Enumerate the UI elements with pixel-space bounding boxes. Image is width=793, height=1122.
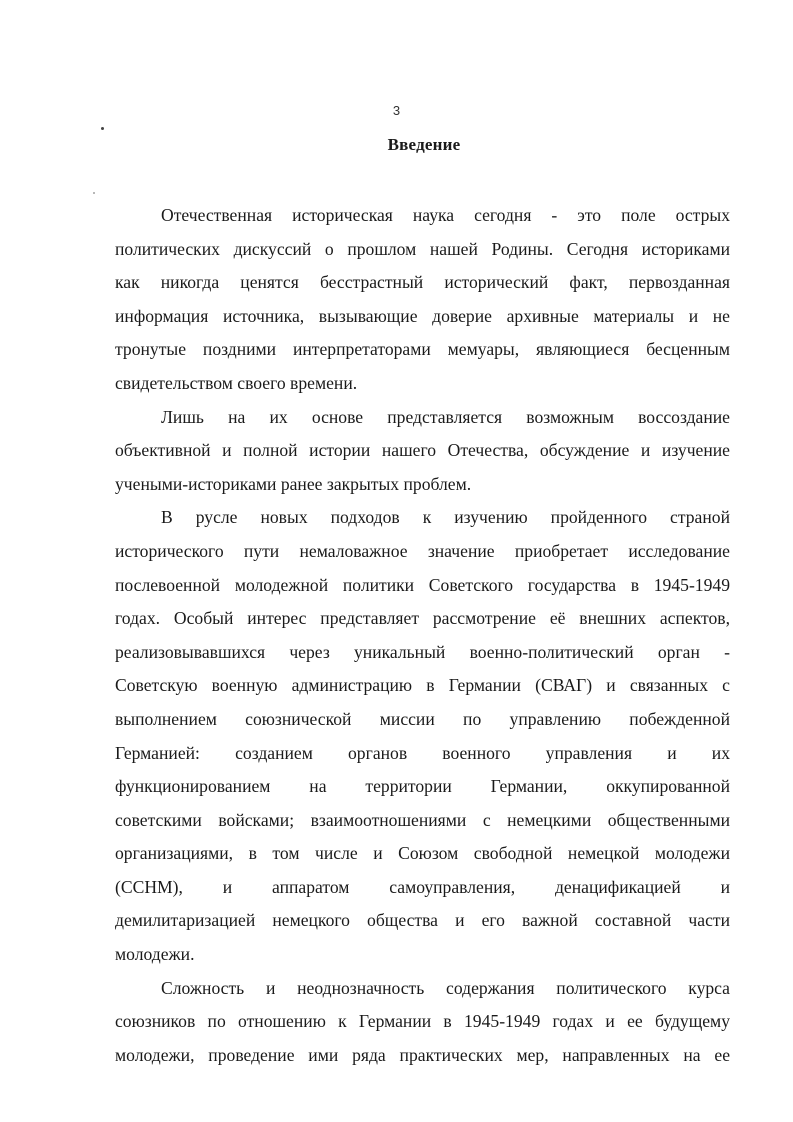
text-line: советскими войсками; взаимоотношениями с немецкими общественными xyxy=(115,809,730,830)
text-line: молодежи, проведение ими ряда практических мер, направленных на ее xyxy=(115,1044,730,1065)
text-line: свидетельством своего времени. xyxy=(115,372,358,393)
text-line: учеными-историками ранее закрытых проблем. xyxy=(115,473,472,494)
text-line: Лишь на их основе представляется возможным воссоздание xyxy=(161,406,730,427)
text-line: политических дискуссий о прошлом нашей Родины. Сегодня историками xyxy=(115,238,730,259)
text-line: объективной и полной истории нашего Отечества, обсуждение и изучение xyxy=(115,440,730,461)
text-line: Отечественная историческая наука сегодня - это поле острых xyxy=(161,205,730,225)
text-line: молодежи. xyxy=(115,944,195,965)
body-text xyxy=(115,199,730,1072)
page-number: 3 xyxy=(392,103,401,118)
text-line: информация источника, вызывающие доверие архивные материалы и не xyxy=(115,305,730,326)
text-line: союзников по отношению к Германии в 1945-1949 годах и ее будущему xyxy=(115,1011,730,1032)
text-line: годах. Особый интерес представляет рассмотрение её внешних аспектов, xyxy=(115,608,730,629)
text-line: В русле новых подходов к изучению пройденного страной xyxy=(161,507,730,528)
section-title: Введение xyxy=(387,135,461,154)
text-line: (ССНМ), и аппаратом самоуправления, денацификацией и xyxy=(115,876,730,897)
scan-speck xyxy=(101,127,104,130)
text-line: Советскую военную администрацию в Германии (СВАГ) и связанных с xyxy=(115,675,730,696)
text-line: функционированием на территории Германии, оккупированной xyxy=(115,776,730,797)
text-line: исторического пути немаловажное значение приобретает исследование xyxy=(115,540,730,561)
text-line: послевоенной молодежной политики Советского государства в 1945-1949 xyxy=(115,574,730,595)
text-line: Сложность и неоднозначность содержания политического курса xyxy=(161,977,730,998)
scan-speck xyxy=(93,192,95,194)
text-line: выполнением союзнической миссии по управлению побежденной xyxy=(115,708,730,729)
text-line: тронутые поздними интерпретаторами мемуары, являющиеся бесценным xyxy=(115,339,730,360)
text-line: реализовывавшихся через уникальный военно-политический орган - xyxy=(115,641,730,662)
text-line: как никогда ценятся бесстрастный исторический факт, первозданная xyxy=(115,272,730,293)
text-line: организациями, в том числе и Союзом свободной немецкой молодежи xyxy=(115,843,730,864)
text-line: Германией: созданием органов военного управления и их xyxy=(115,742,730,763)
text-line: демилитаризацией немецкого общества и его важной составной части xyxy=(115,910,730,931)
